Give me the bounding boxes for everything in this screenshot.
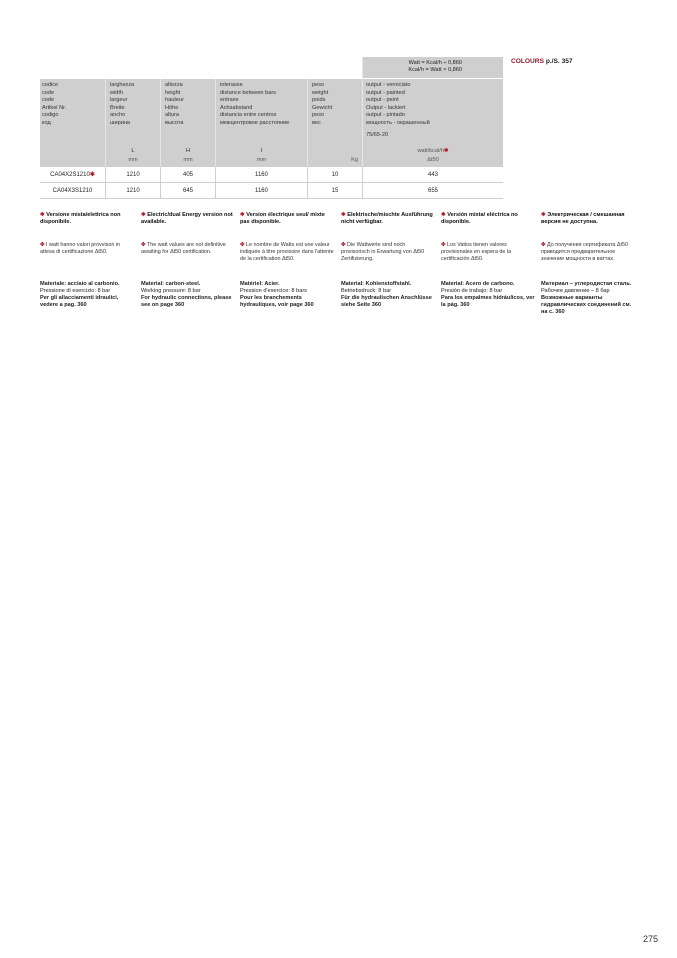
note-watt-de: ✤ Die Wattwerte sind noch provisorisch in Erwartung von Δt50 Zertifizierung. — [341, 242, 425, 262]
note-watt-en: ✤ The watt values are not definitive awaiting for Δt50 certification. — [141, 242, 226, 255]
symbol-H: H — [185, 148, 191, 154]
header-centres: interasse distance between bars entraxe Achsabstand distancia entre centros межцентровое расстояние — [220, 82, 290, 126]
unit-mm-I: mm — [256, 157, 267, 163]
note-watt-es: ✤ Los Vatios tienen valores provisionales en espera de la certificación Δt50. — [441, 242, 512, 262]
symbol-I: I — [260, 148, 263, 154]
row-L: 1210 — [126, 187, 140, 194]
header-weight: peso weight poids Gewicht peso вес — [312, 82, 333, 126]
note-availability-de: ✱ Elektrische/mischte Ausführung nicht verfügbar. — [341, 212, 433, 226]
row-code: CA04X3S1210 — [52, 187, 93, 194]
row-kg: 15 — [331, 187, 339, 194]
colours-page: p./S. 357 — [545, 58, 573, 65]
note-watt-fr: ✤ Le nombre de Watts est une valeur indiquée à titre provisoire dans l'attente de la certification Δt50. — [240, 242, 334, 262]
unit-kg: Kg — [351, 157, 358, 163]
table-row — [40, 167, 503, 183]
row-I: 1160 — [255, 171, 268, 178]
header-code: codice code code Artikel Nr. codigo код — [42, 82, 67, 126]
material-de: Material: Kohlenstoffstahl. Betriebsdruck: 8 bar Für die hydraulischen Anschlüsse siehe Seite 360 — [341, 281, 432, 308]
conversion-text — [362, 60, 462, 74]
header-width: larghezza width largeur Breite ancho ширина — [110, 82, 135, 126]
note-availability-ru: ✱ Электрическая / смешанная версия не доступна. — [541, 212, 625, 226]
output-temperature: 75/65-20 — [366, 131, 389, 138]
row-watt: 655 — [427, 187, 438, 194]
row-H: 645 — [182, 187, 193, 194]
row-L: 1210 — [126, 171, 140, 178]
unit-mm-H: mm — [183, 157, 193, 163]
conversion-line-1: Watt = Kcal/h ÷ 0,860 — [408, 60, 462, 66]
material-fr: Matériel: Acier. Pression d'exercice: 8 bars Pour les branchements hydrauliques, voir page 360 — [240, 281, 314, 308]
note-availability-en: ✱ Electric/dual Energy version not available. — [141, 212, 233, 226]
header-output: output - verniciato output - painted output - peint Output - lackiert output - pintado мощность - окрашенный 75/65-20 — [366, 82, 430, 138]
note-watt-ru: ✤ До получения сертификата Δt50 приводится предварительное значение мощности в ваттах. — [541, 242, 628, 262]
conversion-line-2: Kcal/h = Watt × 0,860 — [408, 67, 462, 73]
header-height: altezza height hauteur Höhe altura высота — [165, 82, 184, 126]
note-availability-it: ✱ Versione mista/elettrica non disponibile. — [40, 212, 121, 226]
note-availability-es: ✱ Versión mixta/ eléctrica no disponible. — [441, 212, 518, 226]
page-number: 275 — [643, 934, 659, 944]
row-code: CA04X2S1210 ✱ — [50, 171, 95, 178]
row-H: 405 — [182, 171, 193, 178]
colours-reference — [511, 58, 573, 65]
unit-watt: watt/kcal/h✱ — [417, 148, 449, 154]
row-I: 1160 — [255, 187, 268, 194]
colours-label: COLOURS — [511, 58, 544, 65]
material-ru: Материал – углеродистая сталь. Рабочее давление – 8 бар Возможные варианты гидравлических соединений см. на с. 360 — [541, 281, 632, 315]
symbol-L: L — [131, 148, 135, 154]
material-es: Material: Acero de carbono. Presión de trabajo: 8 bar Para los empalmes hidráulicos, ver la pág. 360 — [441, 281, 535, 308]
table-row — [40, 183, 503, 199]
unit-dt50: Δt50 — [427, 157, 439, 163]
unit-mm-L: mm — [128, 157, 138, 163]
note-watt-it: ✤ I watt hanno valori provvisori in attesa di certificazione Δt50. — [40, 242, 121, 255]
note-availability-fr: ✱ Version électrique seul/ mixte pas disponible. — [240, 212, 325, 226]
material-en: Material: carbon-steel. Working pressure: 8 bar For hydraulic connections, please see on page 360 — [141, 281, 232, 308]
row-kg: 10 — [331, 171, 339, 178]
material-it: Materiale: acciaio al carbonio. Pressione di esercizio: 8 bar Per gli allacciamenti idraulici, vedere a pag. 360 — [40, 281, 120, 308]
row-watt: 443 — [427, 171, 438, 178]
